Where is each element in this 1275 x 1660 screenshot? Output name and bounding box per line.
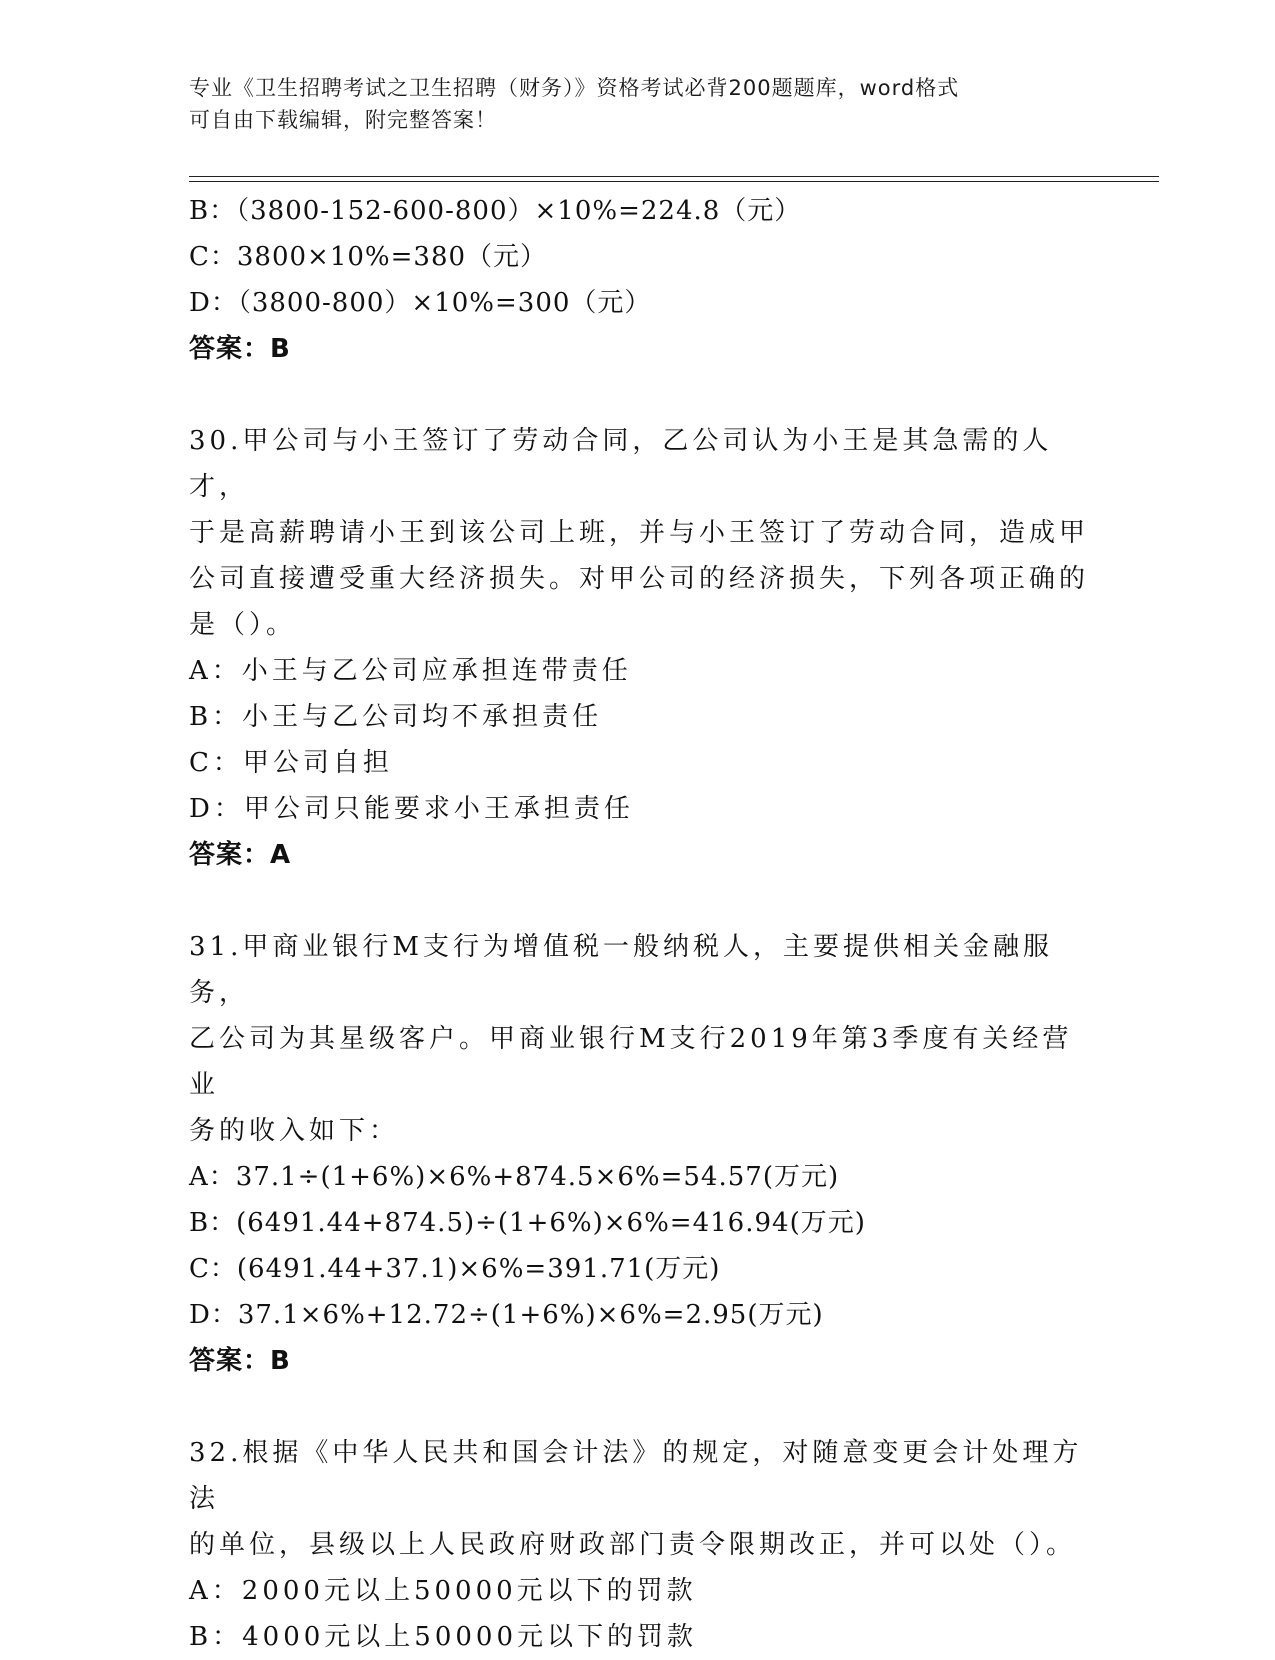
question-32 (189, 1430, 1089, 1660)
question-31 (189, 924, 1089, 1384)
question-text-line: 32.根据《中华人民共和国会计法》的规定，对随意变更会计处理方法 (189, 1438, 1083, 1514)
option-a: A：2000元以上50000元以下的罚款 (189, 1576, 697, 1606)
option-d: D：甲公司只能要求小王承担责任 (189, 794, 634, 824)
spacer (189, 372, 1089, 418)
spacer (189, 1384, 1089, 1430)
question-text-line: 乙公司为其星级客户。甲商业银行M支行2019年第3季度有关经营业 (189, 1024, 1073, 1100)
question-text-line: 是（）。 (189, 610, 297, 640)
option-b: B：小王与乙公司均不承担责任 (189, 702, 603, 732)
question-text-line: 31.甲商业银行M支行为增值税一般纳税人，主要提供相关金融服务， (189, 932, 1053, 1008)
question-30 (189, 418, 1089, 878)
option-c: C：甲公司自担 (189, 748, 393, 778)
document-header (189, 72, 1069, 136)
header-title-line-2: 可自由下载编辑，附完整答案！ (189, 108, 497, 132)
question-text-line: 的单位，县级以上人民政府财政部门责令限期改正，并可以处（）。 (189, 1530, 1077, 1560)
option-b: B：4000元以上50000元以下的罚款 (189, 1622, 697, 1652)
option-a: A：小王与乙公司应承担连带责任 (189, 656, 632, 686)
question-text-line: 于是高薪聘请小王到该公司上班，并与小王签订了劳动合同，造成甲 (189, 518, 1090, 548)
answer-label: 答案：B (189, 1346, 291, 1376)
option-b: B：（3800-152-600-800）×10%=224.8（元） (189, 196, 802, 226)
question-29-tail (189, 188, 1089, 372)
question-text-line: 30.甲公司与小王签订了劳动合同，乙公司认为小王是其急需的人才， (189, 426, 1053, 502)
question-content (189, 188, 1089, 1660)
question-text-line: 公司直接遭受重大经济损失。对甲公司的经济损失，下列各项正确的 (189, 564, 1090, 594)
header-title-line-1: 专业《卫生招聘考试之卫生招聘（财务）》资格考试必背200题题库，word格式 (189, 76, 960, 100)
header-divider-top (189, 176, 1159, 177)
option-b: B：(6491.44+874.5)÷(1+6%)×6%=416.94(万元) (189, 1208, 866, 1238)
header-divider-bottom (189, 181, 1159, 182)
option-c: C：3800×10%=380（元） (189, 242, 548, 272)
spacer (189, 878, 1089, 924)
option-c: C：(6491.44+37.1)×6%=391.71(万元) (189, 1254, 721, 1284)
answer-label: 答案：B (189, 334, 291, 364)
option-d: D：37.1×6%+12.72÷(1+6%)×6%=2.95(万元) (189, 1300, 824, 1330)
option-d: D：（3800-800）×10%=300（元） (189, 288, 652, 318)
answer-label: 答案：A (189, 840, 292, 870)
question-text-line: 务的收入如下： (189, 1116, 400, 1146)
option-a: A：37.1÷(1+6%)×6%+874.5×6%=54.57(万元) (189, 1162, 840, 1192)
